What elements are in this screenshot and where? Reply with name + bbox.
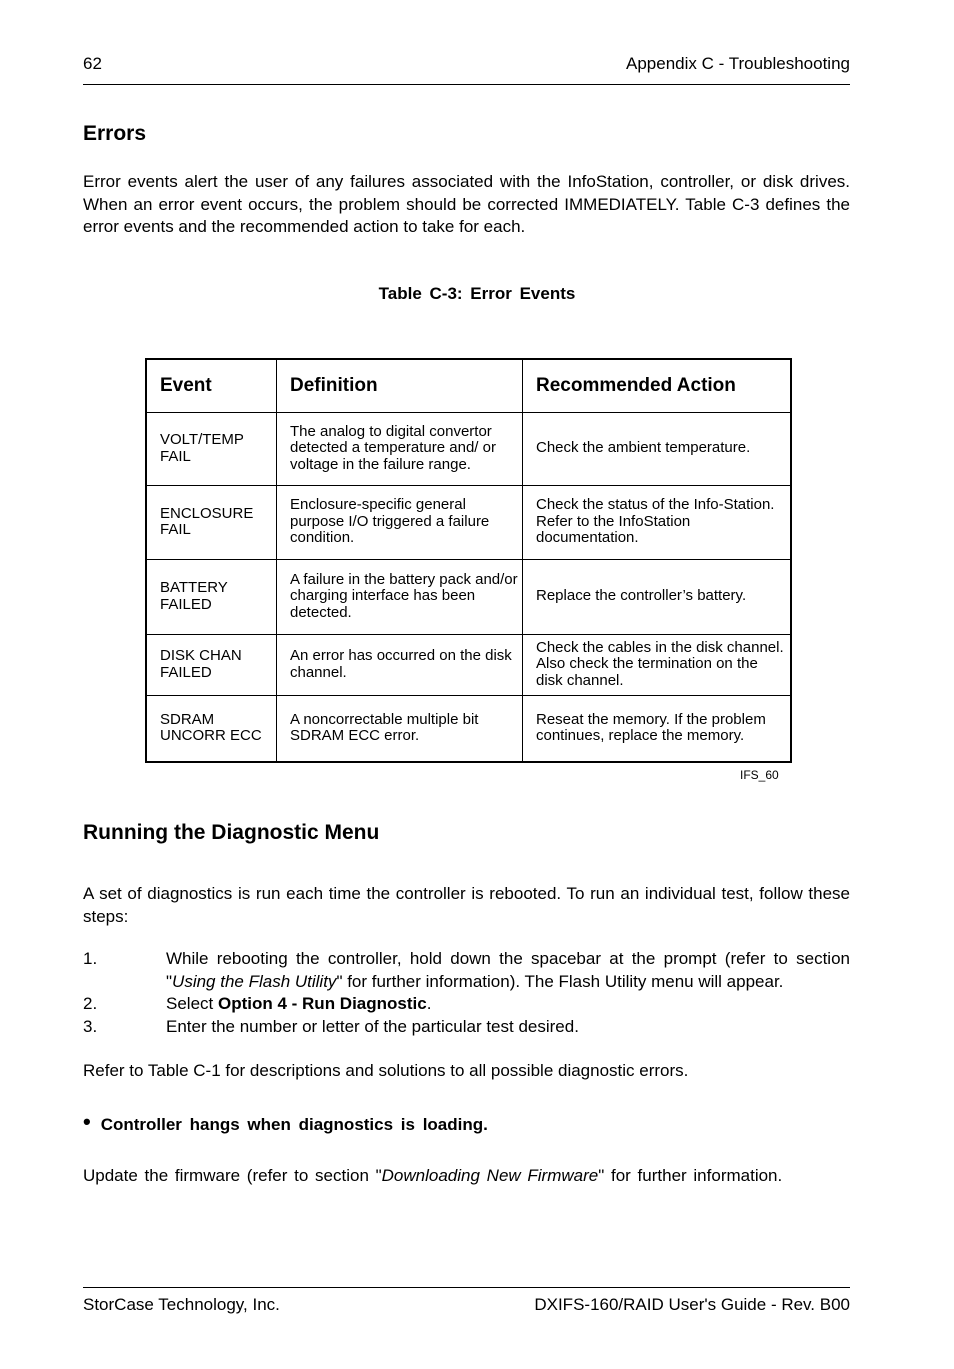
refer-paragraph: Refer to Table C-1 for descriptions and solutions to all possible diagnostic errors. (83, 1061, 689, 1080)
bullet-item (83, 1110, 488, 1136)
step-text: Select Option 4 - Run Diagnostic. (166, 994, 432, 1013)
step-text: While rebooting the controller, hold down the spacebar at the prompt (refer to section "Using the Flash Utility" for further information). The Flash Utility menu will appear. (166, 949, 850, 991)
definition-cell: The analog to digital convertor detected a temperature and/ or voltage in the failure range. (277, 412, 523, 485)
action-cell: Check the cables in the disk channel. Also check the termination on the disk channel. (523, 634, 792, 695)
event-cell: SDRAM UNCORR ECC (146, 695, 277, 762)
event-cell: BATTERY FAILED (146, 559, 277, 634)
table-row (146, 412, 791, 485)
definition-cell: An error has occurred on the disk channel. (277, 634, 523, 695)
step-text: Enter the number or letter of the particular test desired. (166, 1016, 579, 1036)
table-row (146, 485, 791, 559)
step-item (83, 948, 850, 993)
step-number: 1. (83, 949, 98, 968)
footer-company: StorCase Technology, Inc. (83, 1295, 280, 1314)
diagnostic-heading: Running the Diagnostic Menu (83, 821, 380, 844)
col-header-action: Recommended Action (523, 359, 792, 412)
table-header-row (146, 359, 791, 412)
definition-cell: A noncorrectable multiple bit SDRAM ECC error. (277, 695, 523, 762)
update-paragraph: Update the firmware (refer to section "Downloading New Firmware" for further information. (83, 1166, 783, 1185)
event-cell: DISK CHAN FAILED (146, 634, 277, 695)
col-header-definition: Definition (277, 359, 523, 412)
definition-cell: A failure in the battery pack and/or charging interface has been detected. (277, 559, 523, 634)
diagnostic-steps (83, 948, 850, 1038)
diagnostic-intro: A set of diagnostics is run each time the controller is rebooted. To run an individual test, follow these steps: (83, 884, 850, 926)
errors-intro: Error events alert the user of any failures associated with the InfoStation, controller, or disk drives. When an error event occurs, the problem should be corrected IMMEDIATELY. Table C-3 defines the error events and the recommended action to take for each. (83, 172, 850, 236)
header-rule (83, 84, 850, 85)
action-cell: Replace the controller’s battery. (523, 559, 792, 634)
page-number: 62 (83, 54, 102, 73)
col-header-event: Event (146, 359, 277, 412)
step-item (83, 993, 850, 1016)
table-caption: Table C-3: Error Events (378, 284, 576, 303)
errors-heading: Errors (83, 122, 147, 145)
step-number: 2. (83, 994, 98, 1013)
event-cell: VOLT/TEMP FAIL (146, 412, 277, 485)
action-cell: Check the status of the Info-Station. Refer to the InfoStation documentation. (523, 485, 792, 559)
table-row (146, 695, 791, 762)
footer-document: DXIFS-160/RAID User's Guide - Rev. B00 (534, 1295, 850, 1314)
section-reference: Using the Flash Utility (172, 971, 337, 991)
menu-option: Option 4 - Run Diagnostic (217, 994, 427, 1013)
step-item (83, 1016, 850, 1039)
action-cell: Reseat the memory. If the problem continues, replace the memory. (523, 695, 792, 762)
table-row (146, 559, 791, 634)
section-reference: Downloading New Firmware (381, 1166, 599, 1185)
footer-rule (83, 1287, 850, 1288)
figure-id: IFS_60 (740, 768, 779, 782)
table-row (146, 634, 791, 695)
step-number: 3. (83, 1016, 98, 1036)
running-header: Appendix C - Troubleshooting (626, 54, 850, 73)
action-cell: Check the ambient temperature. (523, 412, 792, 485)
definition-cell: Enclosure-specific general purpose I/O triggered a failure condition. (277, 485, 523, 559)
event-cell: ENCLOSURE FAIL (146, 485, 277, 559)
error-events-table (145, 358, 792, 763)
bullet-text: Controller hangs when diagnostics is loading. (100, 1115, 488, 1134)
bullet-icon: • (83, 1109, 91, 1134)
